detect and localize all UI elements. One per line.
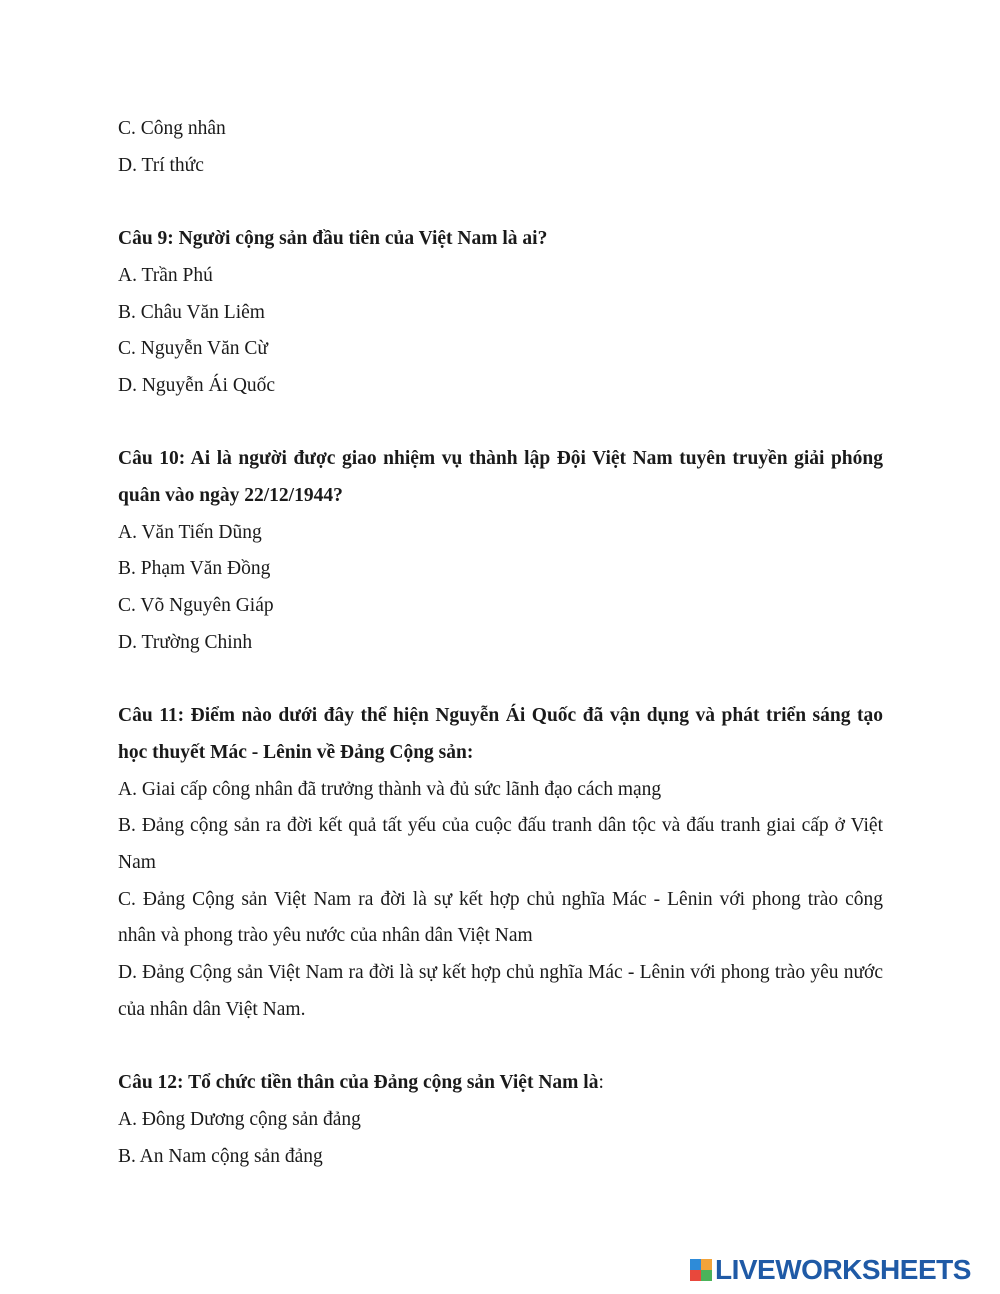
q8-option-d: D. Trí thức xyxy=(118,154,204,176)
q12-question-text: Câu 12: Tổ chức tiền thân của Đảng cộng sản Việt Nam là xyxy=(118,1072,599,1094)
q12-question xyxy=(118,1065,883,1102)
q9-option-a: A. Trần Phú xyxy=(118,264,213,286)
liveworksheets-mark-icon xyxy=(690,1259,712,1281)
q12-option-a: A. Đông Dương cộng sản đảng xyxy=(118,1108,361,1130)
q10-option-c: C. Võ Nguyên Giáp xyxy=(118,595,274,617)
q10-question: Câu 10: Ai là người được giao nhiệm vụ thành lập Đội Việt Nam tuyên truyền giải phóng quân vào ngày 22/12/1944? xyxy=(118,448,883,506)
q9-option-d: D. Nguyễn Ái Quốc xyxy=(118,374,276,396)
liveworksheets-logo xyxy=(690,1254,971,1286)
q9-option-b: B. Châu Văn Liêm xyxy=(118,301,265,323)
q10-option-a: A. Văn Tiến Dũng xyxy=(118,521,262,543)
q8-option-c: C. Công nhân xyxy=(118,118,226,139)
q11-option-a: A. Giai cấp công nhân đã trưởng thành và đủ sức lãnh đạo cách mạng xyxy=(118,778,662,800)
q11-option-c: C. Đảng Cộng sản Việt Nam ra đời là sự kết hợp chủ nghĩa Mác - Lênin với phong trào công nhân và phong trào yêu nước của nhân dân Việt Nam xyxy=(118,888,883,947)
q12-option-b: B. An Nam cộng sản đảng xyxy=(118,1145,323,1167)
q9-option-c: C. Nguyễn Văn Cừ xyxy=(118,338,268,360)
q9-question: Câu 9: Người cộng sản đầu tiên của Việt Nam là ai? xyxy=(118,228,548,250)
liveworksheets-wordmark: LIVEWORKSHEETS xyxy=(715,1254,971,1285)
worksheet-page xyxy=(118,111,883,1175)
q12-question-colon: : xyxy=(598,1072,604,1094)
q11-option-b: B. Đảng cộng sản ra đời kết quả tất yếu của cuộc đấu tranh dân tộc và đấu tranh giai cấp ở Việt Nam xyxy=(118,815,883,874)
q11-option-d: D. Đảng Cộng sản Việt Nam ra đời là sự kết hợp chủ nghĩa Mác - Lênin với phong trào yêu nước của nhân dân Việt Nam. xyxy=(118,962,883,1020)
q11-question: Câu 11: Điểm nào dưới đây thể hiện Nguyễn Ái Quốc đã vận dụng và phát triển sáng tạo học thuyết Mác - Lênin về Đảng Cộng sản: xyxy=(118,705,883,763)
q10-option-d: D. Trường Chinh xyxy=(118,631,253,653)
q10-option-b: B. Phạm Văn Đồng xyxy=(118,558,271,580)
